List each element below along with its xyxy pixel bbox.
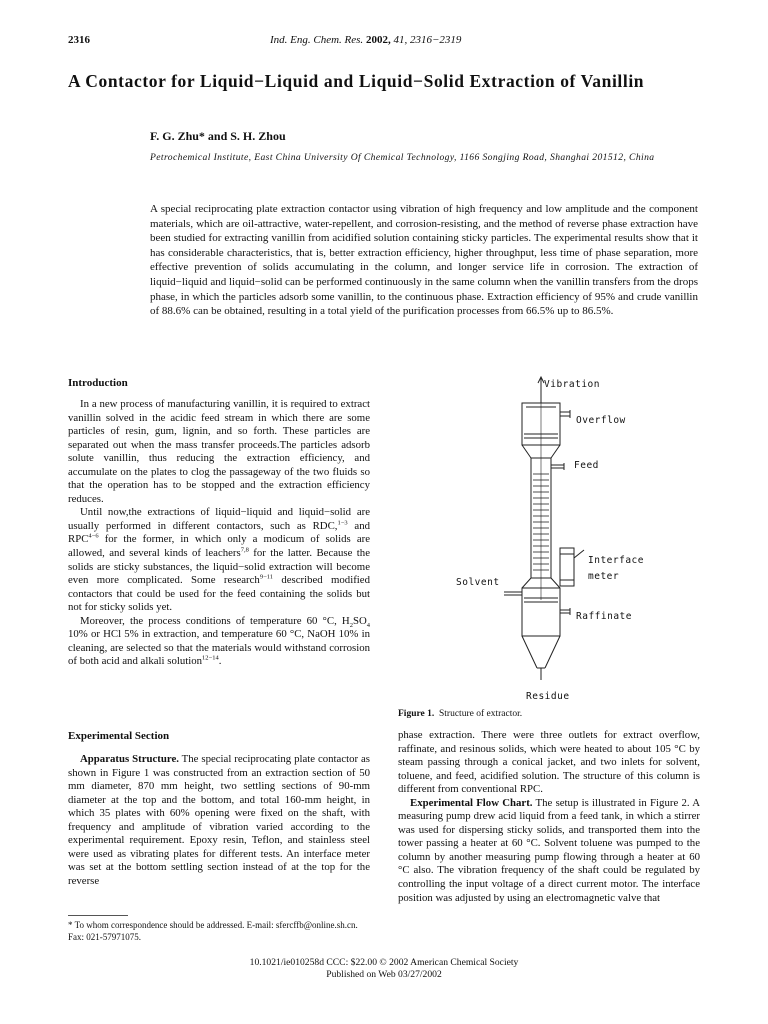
authors: F. G. Zhu* and S. H. Zhou <box>150 129 286 143</box>
citation-ref: 9−11 <box>259 573 274 581</box>
introduction-body <box>68 398 370 669</box>
right-column-body <box>398 729 700 905</box>
flowchart-run-in-heading: Experimental Flow Chart. <box>410 796 533 809</box>
intro-paragraph-1: In a new process of manufacturing vanillin, it is required to extract vanillin solved in the acidic feed stream in which there are some particles of resin, gum, lignin, and so forth. These particles are separated out when the mass transfer proceeds.The particles adsorb solute vanillin, thus reducing the extraction efficiency, and accumulate on the plates to clog the passageway of the two fluids so that the operation has to be stopped and the extraction efficiency reduces. <box>68 398 370 505</box>
journal-year: 2002, <box>365 34 391 46</box>
caption-text: Structure of extractor. <box>439 709 523 719</box>
caption-label: Figure 1. <box>398 709 435 719</box>
label-solvent: Solvent <box>456 577 500 588</box>
apparatus-run-in-heading: Apparatus Structure. <box>80 753 179 765</box>
affiliation: Petrochemical Institute, East China University Of Chemical Technology, 1166 Songjing Road, Shanghai 201512, China <box>150 152 655 163</box>
figure-1-caption <box>398 709 522 719</box>
label-residue: Residue <box>526 691 570 702</box>
citation-ref: 7,8 <box>240 546 249 554</box>
introduction-heading: Introduction <box>68 377 128 389</box>
continued-paragraph: phase extraction. There were three outlets for extract overflow, raffinate, and resinous solids, which were heated to about 105 °C by steam passing through a conical jacket, and two inlets for solvent, toluene, and feed, acidified solution. The structure of this column is different from conventional RPC. <box>398 729 700 796</box>
apparatus-paragraph: Apparatus Structure. The special reciprocating plate contactor as shown in Figure 1 was constructed from an extraction section of 50 mm diameter, 870 mm height, two settling sections of 90-mm diameter at the top and the bottom, and total 160-mm height, in which 35 plates with 60% opening were fixed on the shaft, with frequency and amplitude of vibration varied according to the experimental requirement. Epoxy resin, Teflon, and stainless steel were used as vibrating plates for different tests. An interface meter was set at the bottom settling section instead of at the top for the reverse <box>68 753 371 887</box>
label-vibration: Vibration <box>544 379 600 390</box>
journal-citation <box>270 34 461 46</box>
intro-paragraph-3: Moreover, the process conditions of temperature 60 °C, $H_2SO_4$ 10% or HCl 5% in extraction, and temperature 60 °C, NaOH 10% in cleaning, are selected so that the materials would withstand corrosion of both acid and alkali solution$^{12-14}$. <box>68 614 370 668</box>
footer-published: Published on Web 03/27/2002 <box>326 969 442 980</box>
journal-pages: 2316−2319 <box>409 34 462 46</box>
label-meter: meter <box>588 571 620 582</box>
citation-ref: 12−14 <box>202 654 219 662</box>
extractor-drawing <box>398 370 700 705</box>
conical-jacket <box>522 636 537 668</box>
intro-paragraph-2: Until now,the extractions of liquid−liquid and liquid−solid are usually performed in different contactors, such as RDC,$^{1-3}$ and $RPC^{4-6}$ for the former, in which only a modicum of solids are allowed, and several kinds of leachers$^{7,8}$ for the latter. Because the solids are sticky substances, the liquid−solid extraction will become even more complicated. Some research$^{9-11}$ described modified contactors that could be used for the feed containing the solids but not for sticky solids yet. <box>68 506 370 614</box>
journal-name: Ind. Eng. Chem. Res. <box>270 34 364 46</box>
citation-ref: 4−6 <box>88 532 99 540</box>
correspondence-footnote: * To whom correspondence should be addressed. E-mail: sfercffb@online.sh.cn. Fax: 021-57971075. <box>68 920 358 942</box>
experimental-heading: Experimental Section <box>68 730 170 742</box>
citation-ref: 1−3 <box>337 519 348 527</box>
page-number: 2316 <box>68 34 90 46</box>
label-interface: Interface <box>588 555 644 566</box>
label-feed: Feed <box>574 460 599 471</box>
label-raffinate: Raffinate <box>576 611 632 622</box>
abstract: A special reciprocating plate extraction contactor using vibration of high frequency and low amplitude and the component materials, which are oil-attractive, water-repellent, and corrosion-resisting, and the method of reverse phase extraction have been studied for extracting vanillin from acidified solution containing sticky particles. The experimental results show that it has considerable characteristics, that is, better extraction efficiency, higher throughput, less time of phase separation, more effective prevention of solids accumulating in the column, and longer service life in corrosion. The extraction of liquid−liquid and liquid−solid can be performed continuously in the same column when the vanillin transfers from the drops phase, in which the particles adsorb some vanillin, to the continuous phase. Extraction efficiency of 95% and crude vanillin of 88.6% can be obtained, resulting in a total yield of the purification processes from 66.5% up to 86.5%. <box>150 203 698 318</box>
figure-1-extractor-diagram <box>398 370 700 705</box>
footer-doi-line: 10.1021/ie010258d CCC: $22.00 © 2002 American Chemical Society <box>249 957 519 968</box>
label-overflow: Overflow <box>576 415 626 426</box>
footnote-divider <box>68 915 128 916</box>
article-title: A Contactor for Liquid−Liquid and Liquid−Solid Extraction of Vanillin <box>68 71 645 91</box>
journal-volume: 41, <box>393 34 408 46</box>
flowchart-paragraph: Experimental Flow Chart. The setup is illustrated in Figure 2. A measuring pump drew acid liquid from a feed tank, in which a stirrer was used for dispersing sticky solids, and transported them into the tower passing a heater at 60 °C. Solvent toluene was pumped to the column by another measuring pump flowing through a heater at 60 °C also. The vibration frequency of the shaft could be regulated by controlling the input voltage of a direct current motor. The interface position was adjusted by using an electromagnetic valve that <box>398 796 700 904</box>
